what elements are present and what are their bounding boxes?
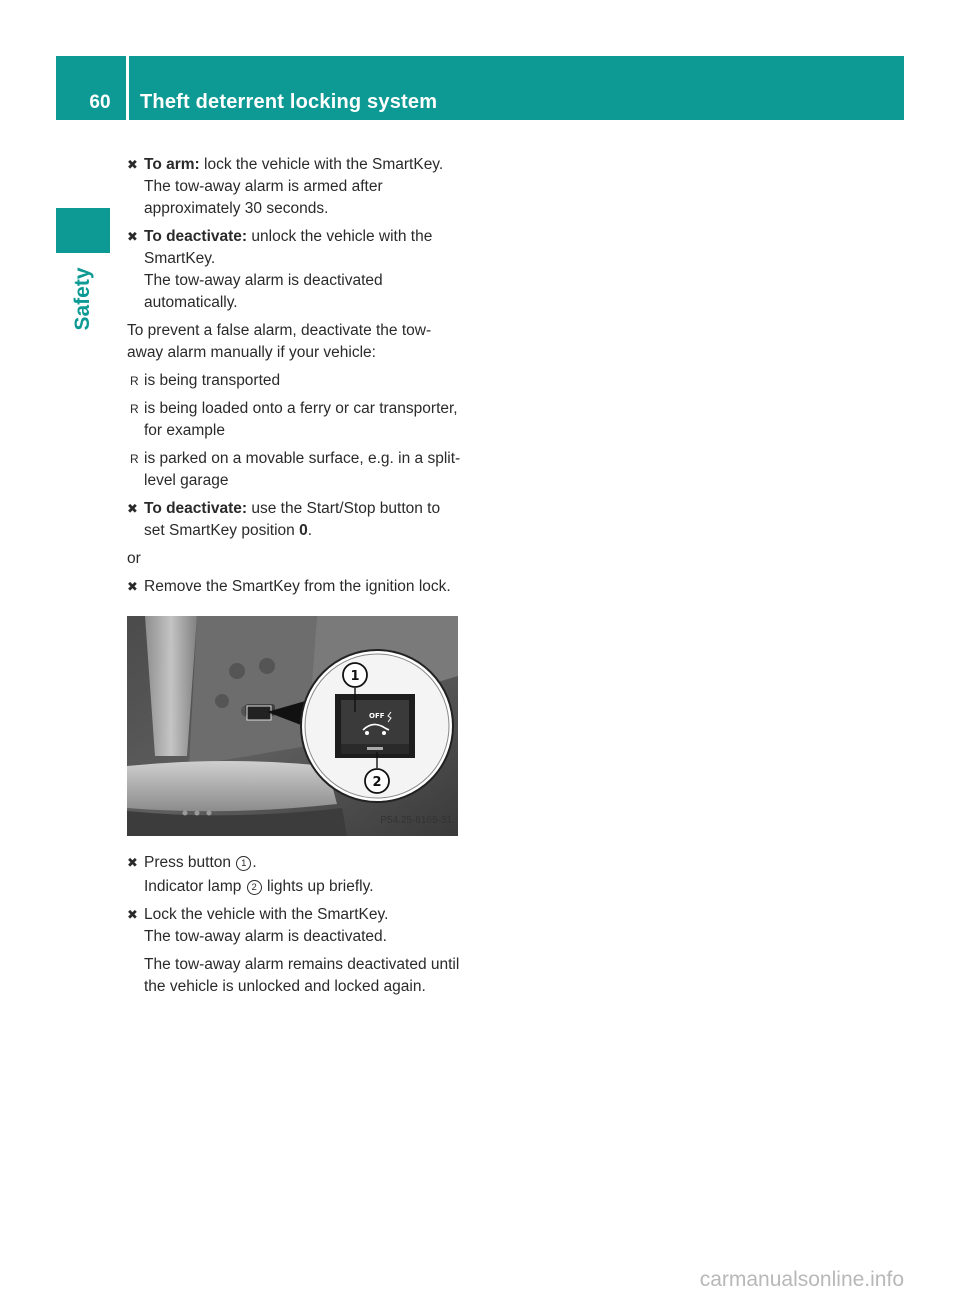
step-result: Indicator lamp 2 lights up briefly. — [144, 878, 374, 895]
intro-paragraph: To prevent a false alarm, deactivate the tow-away alarm manually if your vehicle: — [127, 322, 432, 361]
bullet-icon: R — [130, 402, 139, 416]
step-text: unlock the vehicle with the SmartKey. — [144, 228, 433, 267]
step-arrow-icon: ✖ — [127, 501, 138, 516]
step-arm — [127, 154, 462, 220]
tow-away-switch-figure — [127, 616, 458, 836]
step-label: To deactivate: — [144, 500, 248, 517]
callout-ref-1: 1 — [236, 856, 251, 871]
bullet-icon: R — [130, 374, 139, 388]
step-lock-vehicle — [127, 904, 462, 998]
step-label: To arm: — [144, 156, 200, 173]
callout-1-label: 1 — [350, 669, 360, 684]
step-press-button: ✖ Press button 1 . Indicator lamp 2 lights up briefly. — [127, 852, 462, 898]
list-item: R is being loaded onto a ferry or car transporter, for example — [130, 400, 458, 439]
callout-ref-2: 2 — [247, 880, 262, 895]
page-number: 60 — [89, 92, 111, 113]
step-deactivate-manual: ✖ To deactivate: use the Start/Stop button to set SmartKey position 0. — [127, 500, 441, 539]
figure-illustration — [127, 616, 458, 836]
list-item: R is parked on a movable surface, e.g. in a split-level garage — [130, 450, 461, 489]
side-tab-block — [56, 208, 110, 253]
step-result: The tow-away alarm is armed after approximately 30 seconds. — [144, 178, 383, 217]
smartkey-position: 0 — [299, 522, 308, 539]
step-text: Lock the vehicle with the SmartKey. — [144, 906, 389, 923]
step-arrow-icon: ✖ — [127, 907, 138, 922]
step-remove-key — [127, 576, 462, 598]
header-divider — [126, 56, 129, 120]
step-arrow-icon: ✖ — [127, 157, 138, 172]
step-arrow-icon: ✖ — [127, 229, 138, 244]
figure-code: P54.25-8165-31 — [380, 815, 452, 826]
step-note: The tow-away alarm remains deactivated until the vehicle is unlocked and locked again. — [144, 956, 460, 995]
list-item: R is being transported — [127, 370, 462, 392]
step-deactivate — [127, 226, 462, 314]
step-arrow-icon: ✖ — [127, 855, 138, 870]
step-result: The tow-away alarm is deactivated. — [144, 928, 387, 945]
watermark: carmanualsonline.info — [699, 1268, 904, 1291]
page-header — [56, 56, 904, 120]
bullet-icon: R — [130, 452, 139, 466]
step-text: lock the vehicle with the SmartKey. — [199, 156, 444, 173]
step-text: use the Start/Stop button to set SmartKey position — [144, 500, 441, 539]
side-tab-label: Safety — [71, 267, 94, 331]
main-content — [127, 154, 462, 1004]
switch-label: OFF — [369, 712, 385, 720]
step-arrow-icon: ✖ — [127, 579, 138, 594]
callout-2-label: 2 — [372, 775, 382, 790]
page-title: Theft deterrent locking system — [140, 91, 438, 113]
or-text: or — [127, 550, 141, 567]
step-text: Remove the SmartKey from the ignition lock. — [144, 578, 451, 595]
step-result: The tow-away alarm is deactivated automatically. — [144, 272, 383, 311]
step-label: To deactivate: — [144, 228, 248, 245]
